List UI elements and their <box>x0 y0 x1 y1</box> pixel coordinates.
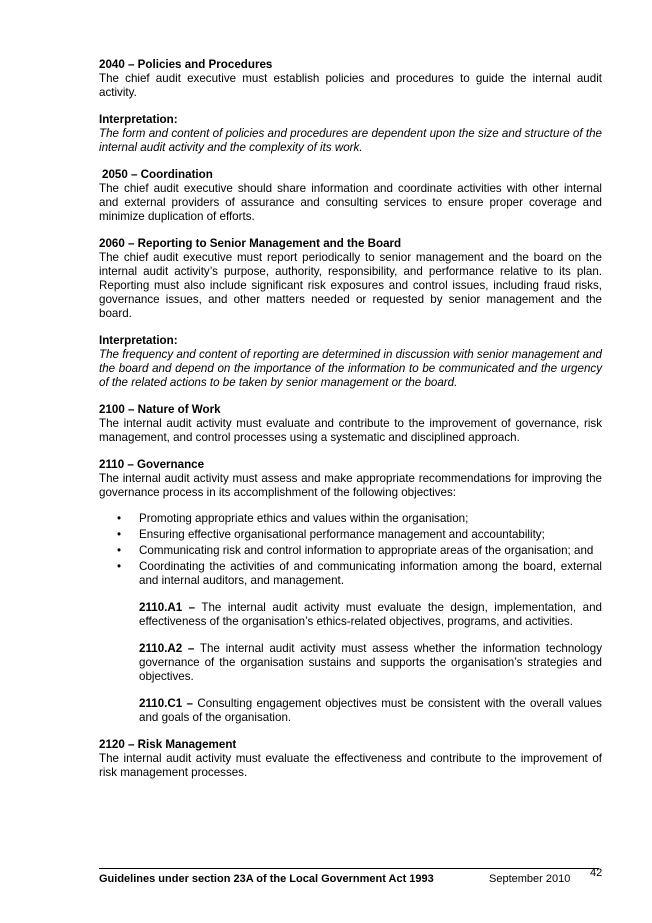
standard-2110-a2 <box>139 642 602 684</box>
section-body: The internal audit activity must evaluate and contribute to the improvement of governance, risk management, and control processes using a systematic and disciplined approach. <box>99 417 602 444</box>
standard-text: The internal audit activity must evaluate the design, implementation, and effectiveness of the organisation’s ethics-related objectives, programs, and activities. <box>139 601 602 628</box>
section-2100 <box>99 403 602 445</box>
interpretation-text: The frequency and content of reporting are determined in discussion with senior management and the board and depend on the importance of the information to be communicated and the urgency of the related actions to be taken by senior management or the board. <box>99 348 602 389</box>
bullet-icon: • <box>117 512 122 525</box>
standard-text: Consulting engagement objectives must be consistent with the overall values and goals of the organisation. <box>139 697 602 724</box>
section-2110 <box>99 458 602 725</box>
page-number: 42 <box>590 867 603 879</box>
standard-text: The internal audit activity must assess whether the information technology governance of the organisation sustains and supports the organisation’s strategies and objectives. <box>139 642 602 683</box>
standard-code: 2110.A2 – <box>139 642 195 655</box>
section-heading: 2060 – Reporting to Senior Management and the Board <box>99 237 402 250</box>
section-heading: 2040 – Policies and Procedures <box>99 58 273 71</box>
section-heading: 2050 – Coordination <box>102 168 213 181</box>
interpretation-label: Interpretation: <box>99 113 178 126</box>
document-body <box>99 58 602 793</box>
interpretation-text: The form and content of policies and procedures are dependent upon the size and structure of the internal audit activity and the complexity of its work. <box>99 127 602 154</box>
section-heading: 2110 – Governance <box>99 458 205 471</box>
footer-title: Guidelines under section 23A of the Local Government Act 1993 <box>99 873 434 885</box>
section-heading: 2100 – Nature of Work <box>99 403 221 416</box>
section-2050 <box>99 168 602 224</box>
bullet-icon: • <box>117 560 122 573</box>
list-item: • Communicating risk and control information to appropriate areas of the organisation; and <box>117 544 594 557</box>
interpretation-label: Interpretation: <box>99 334 178 347</box>
list-item: • Ensuring effective organisational performance management and accountability; <box>117 528 545 541</box>
interpretation-2040 <box>99 113 602 155</box>
section-body: The chief audit executive must report periodically to senior management and the board on the internal audit activity’s purpose, authority, responsibility, and performance relative to its plan. Reporting must also include significant risk exposures and control issues, including fraud risks, governance issues, and other matters needed or requested by senior management and the board. <box>99 251 602 320</box>
section-2120 <box>99 738 602 780</box>
section-2060 <box>99 237 602 321</box>
standard-2110-c1 <box>139 697 602 725</box>
section-body: The internal audit activity must assess and make appropriate recommendations for improving the governance process in its accomplishment of the following objectives: <box>99 472 602 499</box>
footer-date: September 2010 <box>489 873 571 885</box>
section-2040 <box>99 58 602 100</box>
section-body: The chief audit executive must establish policies and procedures to guide the internal audit activity. <box>99 72 602 99</box>
section-body: The chief audit executive should share information and coordinate activities with other internal and external providers of assurance and consulting services to ensure proper coverage and minimize duplication of efforts. <box>99 182 602 223</box>
standard-code: 2110.C1 – <box>139 697 193 710</box>
section-body: The internal audit activity must evaluate the effectiveness and contribute to the improvement of risk management processes. <box>99 752 602 779</box>
standard-code: 2110.A1 – <box>139 601 196 614</box>
list-item: • Promoting appropriate ethics and values within the organisation; <box>117 512 469 525</box>
standard-2110-a1 <box>139 601 602 629</box>
bullet-icon: • <box>117 528 122 541</box>
objectives-list <box>99 512 602 588</box>
list-item: • Coordinating the activities of and communicating information among the board, external and internal auditors, and management. <box>117 560 602 587</box>
bullet-icon: • <box>117 544 122 557</box>
interpretation-2060 <box>99 334 602 390</box>
section-heading: 2120 – Risk Management <box>99 738 237 751</box>
